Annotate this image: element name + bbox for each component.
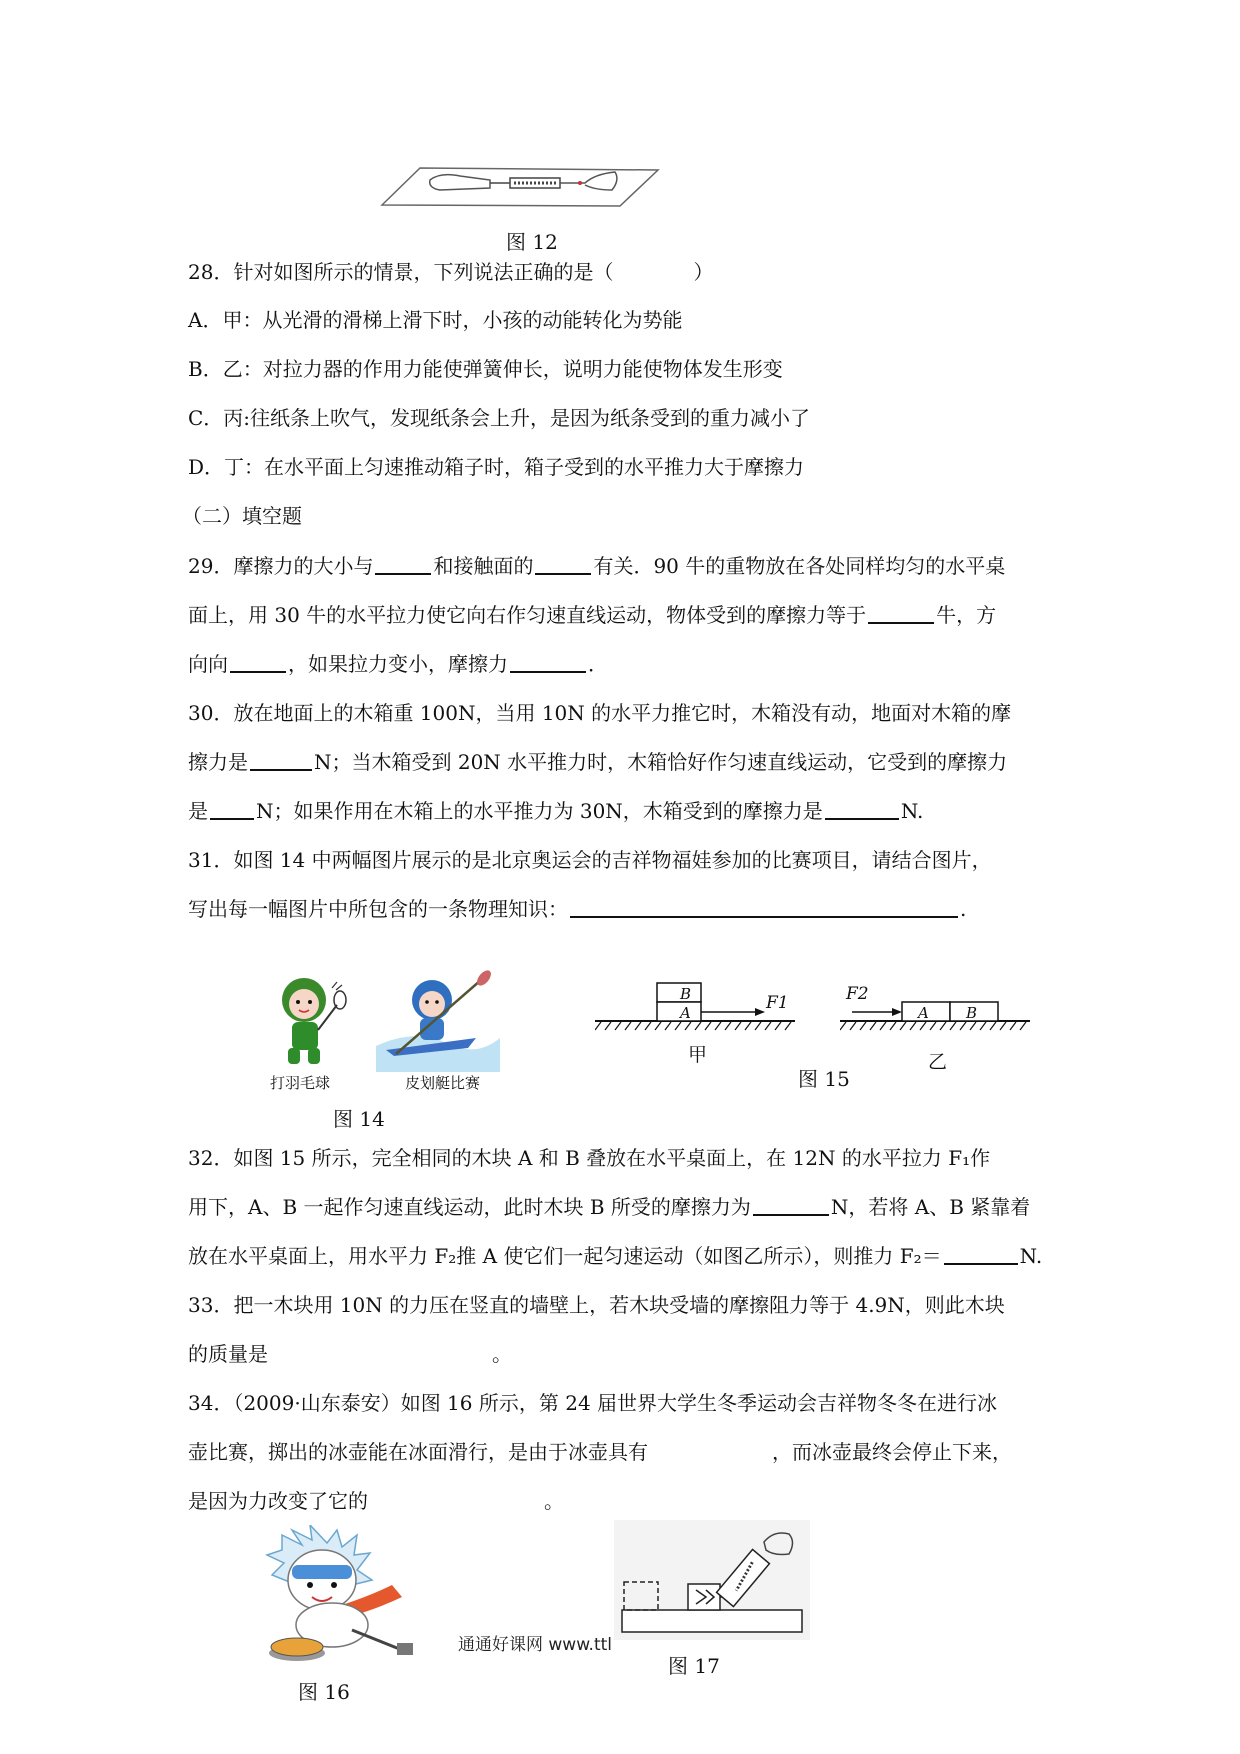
q33-blank[interactable]: [268, 1339, 492, 1361]
q31-line-1: 31．如图 14 中两幅图片展示的是北京奥运会的吉祥物福娃参加的比赛项目，请结合图片，: [188, 848, 992, 872]
q30-line-2: 擦力是 N；当木箱受到 20N 水平推力时，木箱恰好作匀速直线运动，它受到的摩擦力: [188, 747, 1068, 777]
figure-15-force-f2-label: F2: [846, 984, 869, 1004]
figure-15-caption: 图 15: [798, 1067, 850, 1091]
figure-16-caption: 图 16: [298, 1680, 350, 1704]
q34-line-3: 是因为力改变了它的 。: [188, 1486, 1068, 1516]
q32-blank-1[interactable]: [753, 1192, 829, 1216]
q33-line-2: 的质量是 。: [188, 1339, 1068, 1369]
figure-15-left-label: 甲: [688, 1044, 708, 1066]
q32-line-3: 放在水平桌面上，用水平力 F₂推 A 使它们一起匀速运动（如图乙所示），则推力 F₂＝ N.: [188, 1241, 1068, 1271]
q30-line-3: 是 N；如果作用在木箱上的水平推力为 30N，木箱受到的摩擦力是 N.: [188, 796, 1068, 826]
q32-line-1: 32．如图 15 所示，完全相同的木块 A 和 B 叠放在水平桌面上，在 12N 的水平拉力 F₁作: [188, 1146, 991, 1170]
q34-line-1: 34．（2009·山东泰安）如图 16 所示，第 24 届世界大学生冬季运动会吉祥物冬冬在进行冰: [188, 1391, 998, 1415]
figure-14-right-label: 皮划艇比赛: [405, 1074, 481, 1092]
figure-17-spring-scale-block: [614, 1520, 810, 1640]
q33-line-1: 33．把一木块用 10N 的力压在竖直的墙壁上，若木块受墙的摩擦阻力等于 4.9N，则此木块: [188, 1293, 1005, 1317]
q34-blank-2[interactable]: [368, 1486, 544, 1508]
q30-blank-2[interactable]: [210, 796, 254, 820]
figure-16-curling-mascot: [252, 1525, 432, 1665]
q28-option-a: A．甲：从光滑的滑梯上滑下时，小孩的动能转化为势能: [188, 308, 683, 332]
q29-line-2: 面上，用 30 牛的水平拉力使它向右作匀速直线运动，物体受到的摩擦力等于 牛，方: [188, 600, 1068, 630]
q29-line-3: 向向 ，如果拉力变小，摩擦力 ．: [188, 649, 1068, 679]
figure-15-block-b-right: B: [966, 1004, 978, 1022]
figure-15-block-a-right: A: [918, 1004, 929, 1022]
q34-blank-1[interactable]: [648, 1437, 772, 1459]
q30-blank-3[interactable]: [825, 796, 899, 820]
figure-14-badminton-mascot: [262, 970, 354, 1070]
q34-line-2: 壶比赛，掷出的冰壶能在冰面滑行，是由于冰壶具有 ，而冰壶最终会停止下来，: [188, 1437, 1068, 1467]
q32-blank-2[interactable]: [944, 1241, 1018, 1265]
figure-14-caption: 图 14: [333, 1107, 385, 1131]
watermark-text: 通通好课网 www.ttl: [458, 1635, 613, 1655]
figure-15-left-stacked-blocks: [595, 978, 795, 1048]
figure-15-force-f1-label: F1: [766, 993, 789, 1013]
figure-15-right-label: 乙: [928, 1051, 948, 1073]
figure-14-left-label: 打羽毛球: [270, 1074, 331, 1092]
q32-line-2: 用下，A、B 一起作匀速直线运动，此时木块 B 所受的摩擦力为 N，若将 A、B 紧靠着: [188, 1192, 1068, 1222]
figure-17-caption: 图 17: [668, 1654, 720, 1678]
q28-option-d: D．丁：在水平面上匀速推动箱子时，箱子受到的水平推力大于摩擦力: [188, 455, 805, 479]
q28-option-c: C．丙:往纸条上吹气，发现纸条会上升，是因为纸条受到的重力减小了: [188, 406, 811, 430]
figure-12-caption: 图 12: [506, 230, 558, 254]
q30-blank-1[interactable]: [250, 747, 312, 771]
figure-15-block-b-top: B: [680, 985, 692, 1003]
q31-blank[interactable]: [570, 894, 958, 918]
q29-blank-4[interactable]: [230, 649, 286, 673]
q30-line-1: 30．放在地面上的木箱重 100N，当用 10N 的水平力推它时，木箱没有动，地面对木箱的摩: [188, 701, 1012, 725]
figure-15-block-a-bottom: A: [680, 1004, 691, 1022]
q28-stem: 28．针对如图所示的情景，下列说法正确的是（ ）: [188, 260, 714, 284]
q31-line-2: 写出每一幅图片中所包含的一条物理知识： .: [188, 894, 1068, 924]
section-heading-fill-in: （二）填空题: [182, 504, 302, 528]
q29-blank-5[interactable]: [510, 649, 586, 673]
q29-line-1: 29．摩擦力的大小与 和接触面的 有关．90 牛的重物放在各处同样均匀的水平桌: [188, 551, 1068, 581]
figure-14-canoe-mascot: [376, 968, 500, 1072]
q29-blank-3[interactable]: [868, 600, 934, 624]
figure-12-spring-scale-drawing: [380, 150, 660, 210]
q29-blank-2[interactable]: [535, 551, 591, 575]
q29-blank-1[interactable]: [375, 551, 431, 575]
q28-option-b: B．乙：对拉力器的作用力能使弹簧伸长，说明力能使物体发生形变: [188, 357, 783, 381]
